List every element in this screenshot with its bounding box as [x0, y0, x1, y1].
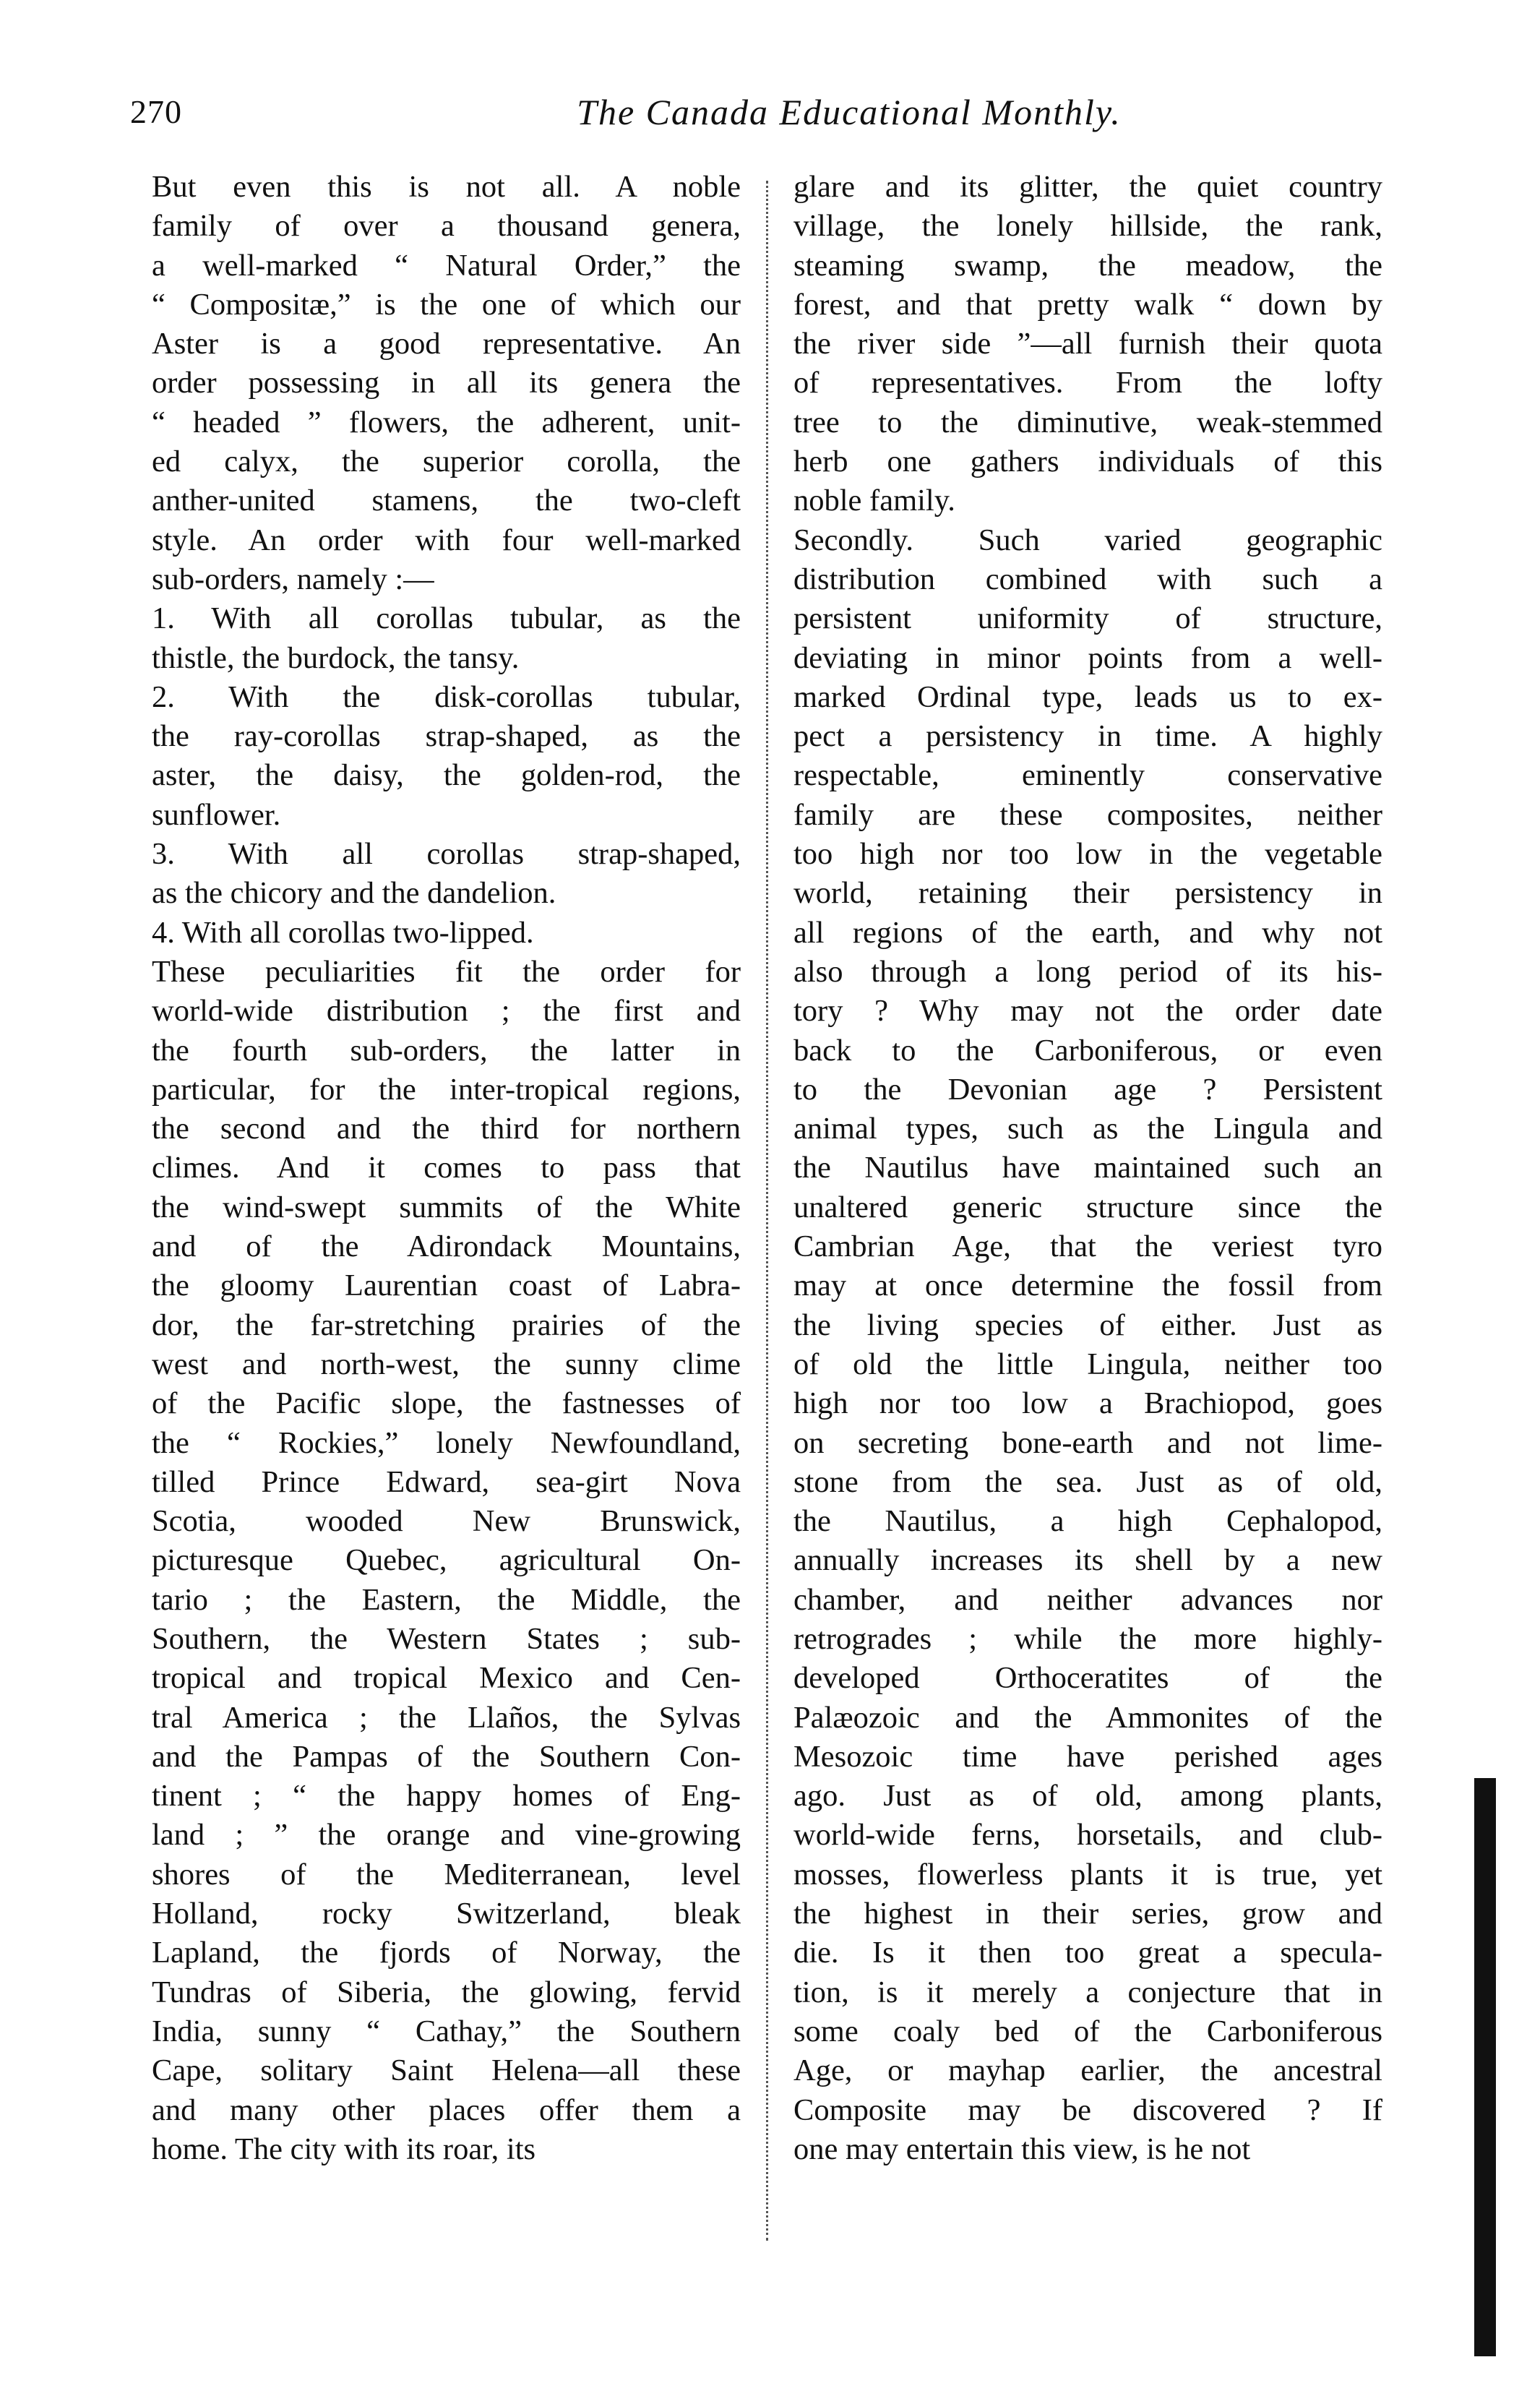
text-line: animal types, such as the Lingula and: [793, 1112, 1382, 1146]
text-line: the river side ”—all furnish their quota: [793, 327, 1382, 361]
text-line: west and north-west, the sunny clime: [152, 1347, 741, 1381]
text-line: some coaly bed of the Carboniferous: [793, 2014, 1382, 2048]
text-line: “ headed ” flowers, the adherent, unit-: [152, 405, 741, 439]
text-line: 2. With the disk-corollas tubular,: [152, 679, 741, 714]
text-line: retrogrades ; while the more highly-: [793, 1621, 1382, 1656]
text-line: annually increases its shell by a new: [793, 1543, 1382, 1578]
text-line: Palæozoic and the Ammonites of the: [793, 1700, 1382, 1735]
text-line: land ; ” the orange and vine-growing: [152, 1818, 741, 1853]
text-line: anther-united stamens, the two-cleft: [152, 484, 741, 518]
text-line: deviating in minor points from a well-: [793, 640, 1382, 675]
text-line: Secondly. Such varied geographic: [793, 523, 1382, 557]
text-line: all regions of the earth, and why not: [793, 915, 1382, 950]
text-line: of the Pacific slope, the fastnesses of: [152, 1386, 741, 1421]
text-line: dor, the far-stretching prairies of the: [152, 1308, 741, 1342]
text-line: picturesque Quebec, agricultural On-: [152, 1543, 741, 1578]
text-line: Mesozoic time have perished ages: [793, 1739, 1382, 1774]
text-line: India, sunny “ Cathay,” the Southern: [152, 2014, 741, 2048]
text-line: the fourth sub-orders, the latter in: [152, 1033, 741, 1068]
text-line: herb one gathers individuals of this: [793, 445, 1382, 479]
text-line: chamber, and neither advances nor: [793, 1582, 1382, 1617]
text-line: mosses, flowerless plants it is true, yet: [793, 1857, 1382, 1892]
text-line: “ Compositæ,” is the one of which our: [152, 287, 741, 322]
text-line: too high nor too low in the vegetable: [793, 837, 1382, 872]
text-line: and many other places offer them a: [152, 2092, 741, 2127]
text-line: the wind-swept summits of the White: [152, 1190, 741, 1224]
text-line: shores of the Mediterranean, level: [152, 1857, 741, 1892]
running-header: [130, 83, 1431, 141]
text-line: tario ; the Eastern, the Middle, the: [152, 1582, 741, 1617]
text-line: of old the little Lingula, neither too: [793, 1347, 1382, 1381]
text-line: high nor too low a Brachiopod, goes: [793, 1386, 1382, 1421]
text-line: Age, or mayhap earlier, the ancestral: [793, 2053, 1382, 2088]
text-line: aster, the daisy, the golden-rod, the: [152, 758, 741, 793]
text-line: climes. And it comes to pass that: [152, 1151, 741, 1185]
text-line: 1. With all corollas tubular, as the: [152, 601, 741, 636]
text-line: developed Orthoceratites of the: [793, 1661, 1382, 1696]
text-line: and the Pampas of the Southern Con-: [152, 1739, 741, 1774]
text-line: the highest in their series, grow and: [793, 1897, 1382, 1931]
text-line: ago. Just as of old, among plants,: [793, 1779, 1382, 1813]
text-line: tory ? Why may not the order date: [793, 994, 1382, 1029]
text-line: Southern, the Western States ; sub-: [152, 1621, 741, 1656]
text-line: tral America ; the Llaños, the Sylvas: [152, 1700, 741, 1735]
text-line: ed calyx, the superior corolla, the: [152, 445, 741, 479]
text-line: the Nautilus have maintained such an: [793, 1151, 1382, 1185]
text-line: sub-orders, namely :—: [152, 562, 434, 596]
text-line: may at once determine the fossil from: [793, 1269, 1382, 1303]
text-line: the ray-corollas strap-shaped, as the: [152, 719, 741, 754]
text-line: family of over a thousand genera,: [152, 209, 741, 244]
text-line: Holland, rocky Switzerland, bleak: [152, 1897, 741, 1931]
text-line: tion, is it merely a conjecture that in: [793, 1975, 1382, 2009]
text-line: as the chicory and the dandelion.: [152, 876, 556, 911]
text-line: Cape, solitary Saint Helena—all these: [152, 2053, 741, 2088]
text-line: Tundras of Siberia, the glowing, fervid: [152, 1975, 741, 2009]
text-line: home. The city with its roar, its: [152, 2132, 536, 2166]
text-line: style. An order with four well-marked: [152, 523, 741, 557]
page-edge-mark: [1474, 1778, 1496, 2356]
text-line: tree to the diminutive, weak-stemmed: [793, 405, 1382, 439]
text-line: family are these composites, neither: [793, 797, 1382, 832]
text-line: tilled Prince Edward, sea-girt Nova: [152, 1464, 741, 1499]
text-line: tinent ; “ the happy homes of Eng-: [152, 1779, 741, 1813]
left-column: [152, 168, 741, 2169]
text-line: back to the Carboniferous, or even: [793, 1033, 1382, 1068]
text-line: glare and its glitter, the quiet country: [793, 170, 1382, 204]
text-line: die. Is it then too great a specula-: [793, 1936, 1382, 1970]
text-line: the Nautilus, a high Cephalopod,: [793, 1504, 1382, 1539]
text-line: These peculiarities fit the order for: [152, 954, 741, 989]
text-line: one may entertain this view, is he not: [793, 2132, 1251, 2166]
page-number: 270: [130, 93, 182, 130]
text-line: particular, for the inter-tropical regions,: [152, 1072, 741, 1107]
text-line: respectable, eminently conservative: [793, 758, 1382, 793]
text-line: persistent uniformity of structure,: [793, 601, 1382, 636]
text-line: Aster is a good representative. An: [152, 327, 741, 361]
text-line: a well-marked “ Natural Order,” the: [152, 248, 741, 283]
text-line: pect a persistency in time. A highly: [793, 719, 1382, 754]
text-line: Composite may be discovered ? If: [793, 2092, 1382, 2127]
right-column: [793, 168, 1382, 2169]
text-line: of representatives. From the lofty: [793, 366, 1382, 400]
text-line: to the Devonian age ? Persistent: [793, 1072, 1382, 1107]
column-divider: [766, 181, 768, 2241]
text-line: steaming swamp, the meadow, the: [793, 248, 1382, 283]
text-line: on secreting bone-earth and not lime-: [793, 1425, 1382, 1460]
text-line: the second and the third for northern: [152, 1112, 741, 1146]
text-line: also through a long period of its his-: [793, 954, 1382, 989]
text-line: the gloomy Laurentian coast of Labra-: [152, 1269, 741, 1303]
text-line: marked Ordinal type, leads us to ex-: [793, 679, 1382, 714]
text-line: the “ Rockies,” lonely Newfoundland,: [152, 1425, 741, 1460]
text-line: unaltered generic structure since the: [793, 1190, 1382, 1224]
text-line: order possessing in all its genera the: [152, 366, 741, 400]
text-line: world-wide distribution ; the first and: [152, 994, 741, 1029]
text-line: village, the lonely hillside, the rank,: [793, 209, 1382, 244]
text-line: and of the Adirondack Mountains,: [152, 1229, 741, 1264]
text-line: 4. With all corollas two-lipped.: [152, 915, 534, 950]
text-line: world, retaining their persistency in: [793, 876, 1382, 911]
text-line: sunflower.: [152, 797, 281, 832]
text-line: Lapland, the fjords of Norway, the: [152, 1936, 741, 1970]
text-line: world-wide ferns, horsetails, and club-: [793, 1818, 1382, 1853]
text-line: noble family.: [793, 484, 955, 518]
text-line: Cambrian Age, that the veriest tyro: [793, 1229, 1382, 1264]
text-line: Scotia, wooded New Brunswick,: [152, 1504, 741, 1539]
text-line: stone from the sea. Just as of old,: [793, 1464, 1382, 1499]
text-line: distribution combined with such a: [793, 562, 1382, 596]
text-line: the living species of either. Just as: [793, 1308, 1382, 1342]
text-line: thistle, the burdock, the tansy.: [152, 640, 520, 675]
text-line: 3. With all corollas strap-shaped,: [152, 837, 741, 872]
running-title: The Canada Educational Monthly.: [577, 92, 1122, 132]
text-line: forest, and that pretty walk “ down by: [793, 287, 1382, 322]
text-line: But even this is not all. A noble: [152, 170, 741, 204]
text-line: tropical and tropical Mexico and Cen-: [152, 1661, 741, 1696]
